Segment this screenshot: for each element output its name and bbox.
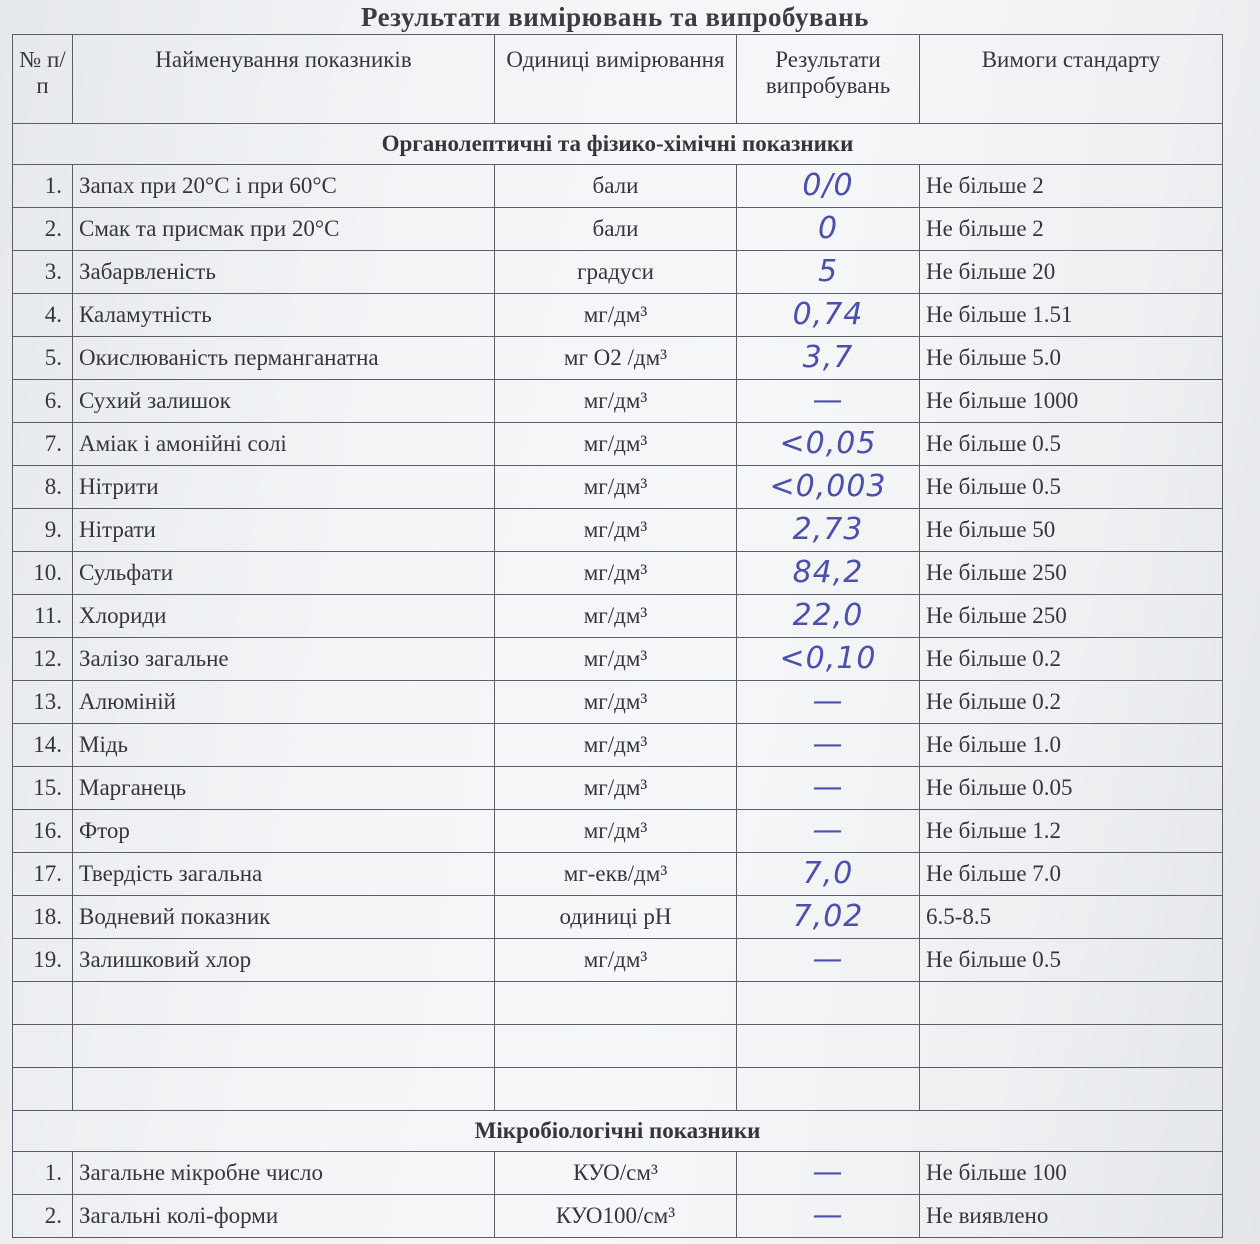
row-number: 9. (13, 509, 73, 552)
row-unit: мг/дм³ (495, 595, 737, 638)
table-row (13, 896, 1223, 939)
row-name: Водневий показник (73, 896, 495, 939)
row-name: Загальні колі-форми (73, 1195, 495, 1238)
document-title: Результати вимірювань та випробувань (361, 2, 869, 32)
row-name: Залишковий хлор (73, 939, 495, 982)
row-number: 3. (13, 251, 73, 294)
row-result: 84,2 (737, 552, 920, 595)
row-unit: мг/дм³ (495, 810, 737, 853)
table-row (13, 939, 1223, 982)
row-result: 7,0 (737, 853, 920, 896)
row-unit: мг-екв/дм³ (495, 853, 737, 896)
row-unit: мг/дм³ (495, 767, 737, 810)
header-num: № п/п (13, 35, 73, 124)
row-unit: одиниці pH (495, 896, 737, 939)
row-standard: Не більше 0.05 (920, 767, 1223, 810)
row-unit: мг/дм³ (495, 294, 737, 337)
row-standard: Не більше 250 (920, 595, 1223, 638)
row-number: 5. (13, 337, 73, 380)
row-standard: 6.5-8.5 (920, 896, 1223, 939)
table-header-row (13, 35, 1223, 124)
table-row (13, 294, 1223, 337)
row-result: 0,74 (737, 294, 920, 337)
row-standard: Не більше 0.2 (920, 638, 1223, 681)
row-result: — (737, 939, 920, 982)
row-result: — (737, 380, 920, 423)
row-number: 15. (13, 767, 73, 810)
table-row (13, 423, 1223, 466)
table-row (13, 466, 1223, 509)
row-unit: градуси (495, 251, 737, 294)
row-name: Запах при 20°С і при 60°С (73, 165, 495, 208)
row-name: Фтор (73, 810, 495, 853)
row-name: Окислюваність перманганатна (73, 337, 495, 380)
section-microbiological (13, 1111, 1223, 1152)
row-number: 19. (13, 939, 73, 982)
row-name: Марганець (73, 767, 495, 810)
table-row (13, 165, 1223, 208)
row-unit: КУО/см³ (495, 1152, 737, 1195)
empty-cell (73, 1068, 495, 1111)
row-number: 6. (13, 380, 73, 423)
table-row (13, 724, 1223, 767)
row-number: 1. (13, 165, 73, 208)
row-number: 2. (13, 208, 73, 251)
row-standard: Не більше 2 (920, 165, 1223, 208)
empty-cell (920, 982, 1223, 1025)
row-standard: Не виявлено (920, 1195, 1223, 1238)
row-standard: Не більше 1.2 (920, 810, 1223, 853)
row-name: Аміак і амонійні солі (73, 423, 495, 466)
table-row (13, 638, 1223, 681)
table-row (13, 1152, 1223, 1195)
row-number: 2. (13, 1195, 73, 1238)
table-row (13, 509, 1223, 552)
row-standard: Не більше 20 (920, 251, 1223, 294)
row-number: 7. (13, 423, 73, 466)
row-unit: бали (495, 165, 737, 208)
row-name: Сульфати (73, 552, 495, 595)
row-standard: Не більше 2 (920, 208, 1223, 251)
row-name: Хлориди (73, 595, 495, 638)
row-result: — (737, 724, 920, 767)
row-name: Нітрити (73, 466, 495, 509)
row-name: Каламутність (73, 294, 495, 337)
row-unit: мг/дм³ (495, 509, 737, 552)
empty-cell (73, 1025, 495, 1068)
row-result: 7,02 (737, 896, 920, 939)
row-number: 12. (13, 638, 73, 681)
row-result: <0,003 (737, 466, 920, 509)
header-name: Найменування показників (73, 35, 495, 124)
row-standard: Не більше 0.5 (920, 939, 1223, 982)
row-result: <0,10 (737, 638, 920, 681)
row-unit: мг О2 /дм³ (495, 337, 737, 380)
table-row (13, 208, 1223, 251)
row-number: 13. (13, 681, 73, 724)
row-unit: бали (495, 208, 737, 251)
section-title: Органолептичні та фізико-хімічні показники (13, 124, 1223, 165)
empty-cell (495, 1025, 737, 1068)
row-number: 8. (13, 466, 73, 509)
row-standard: Не більше 100 (920, 1152, 1223, 1195)
empty-cell (13, 1025, 73, 1068)
row-name: Нітрати (73, 509, 495, 552)
row-result: — (737, 1152, 920, 1195)
empty-cell (737, 1025, 920, 1068)
row-name: Смак та присмак при 20°С (73, 208, 495, 251)
row-name: Загальне мікробне число (73, 1152, 495, 1195)
row-result: — (737, 810, 920, 853)
row-result: 5 (737, 251, 920, 294)
row-result: 3,7 (737, 337, 920, 380)
empty-cell (495, 982, 737, 1025)
row-name: Твердість загальна (73, 853, 495, 896)
row-number: 10. (13, 552, 73, 595)
row-unit: мг/дм³ (495, 681, 737, 724)
table-row (13, 251, 1223, 294)
row-standard: Не більше 0.2 (920, 681, 1223, 724)
row-standard: Не більше 0.5 (920, 423, 1223, 466)
row-unit: мг/дм³ (495, 466, 737, 509)
row-result: — (737, 1195, 920, 1238)
empty-row (13, 1025, 1223, 1068)
row-standard: Не більше 0.5 (920, 466, 1223, 509)
empty-cell (13, 982, 73, 1025)
row-number: 16. (13, 810, 73, 853)
row-name: Мідь (73, 724, 495, 767)
row-result: 2,73 (737, 509, 920, 552)
table-row (13, 767, 1223, 810)
results-table (12, 34, 1223, 1238)
row-name: Сухий залишок (73, 380, 495, 423)
row-unit: мг/дм³ (495, 724, 737, 767)
row-number: 11. (13, 595, 73, 638)
row-name: Забарвленість (73, 251, 495, 294)
table-row (13, 681, 1223, 724)
header-result: Результати випробувань (737, 35, 920, 124)
header-units: Одиниці вимірювання (495, 35, 737, 124)
row-number: 18. (13, 896, 73, 939)
empty-cell (920, 1025, 1223, 1068)
table-row (13, 337, 1223, 380)
table-row (13, 380, 1223, 423)
empty-cell (13, 1068, 73, 1111)
empty-cell (737, 1068, 920, 1111)
row-standard: Не більше 250 (920, 552, 1223, 595)
row-number: 4. (13, 294, 73, 337)
row-standard: Не більше 1.0 (920, 724, 1223, 767)
row-result: <0,05 (737, 423, 920, 466)
empty-cell (920, 1068, 1223, 1111)
row-number: 14. (13, 724, 73, 767)
table-row (13, 853, 1223, 896)
row-standard: Не більше 50 (920, 509, 1223, 552)
row-standard: Не більше 5.0 (920, 337, 1223, 380)
row-result: — (737, 767, 920, 810)
section-title: Мікробіологічні показники (13, 1111, 1223, 1152)
header-standard: Вимоги стандарту (920, 35, 1223, 124)
empty-cell (737, 982, 920, 1025)
row-result: 0 (737, 208, 920, 251)
row-unit: мг/дм³ (495, 939, 737, 982)
row-unit: мг/дм³ (495, 423, 737, 466)
row-number: 1. (13, 1152, 73, 1195)
row-name: Залізо загальне (73, 638, 495, 681)
row-name: Алюміній (73, 681, 495, 724)
table-row (13, 552, 1223, 595)
row-unit: мг/дм³ (495, 380, 737, 423)
row-result: — (737, 681, 920, 724)
section-organoleptic (13, 124, 1223, 165)
row-number: 17. (13, 853, 73, 896)
row-result: 0/0 (737, 165, 920, 208)
row-unit: мг/дм³ (495, 638, 737, 681)
row-unit: мг/дм³ (495, 552, 737, 595)
empty-row (13, 1068, 1223, 1111)
row-standard: Не більше 1000 (920, 380, 1223, 423)
table-row (13, 810, 1223, 853)
empty-cell (495, 1068, 737, 1111)
row-standard: Не більше 7.0 (920, 853, 1223, 896)
empty-cell (73, 982, 495, 1025)
row-result: 22,0 (737, 595, 920, 638)
row-unit: КУО100/см³ (495, 1195, 737, 1238)
table-row (13, 595, 1223, 638)
table-row (13, 1195, 1223, 1238)
row-standard: Не більше 1.51 (920, 294, 1223, 337)
empty-row (13, 982, 1223, 1025)
